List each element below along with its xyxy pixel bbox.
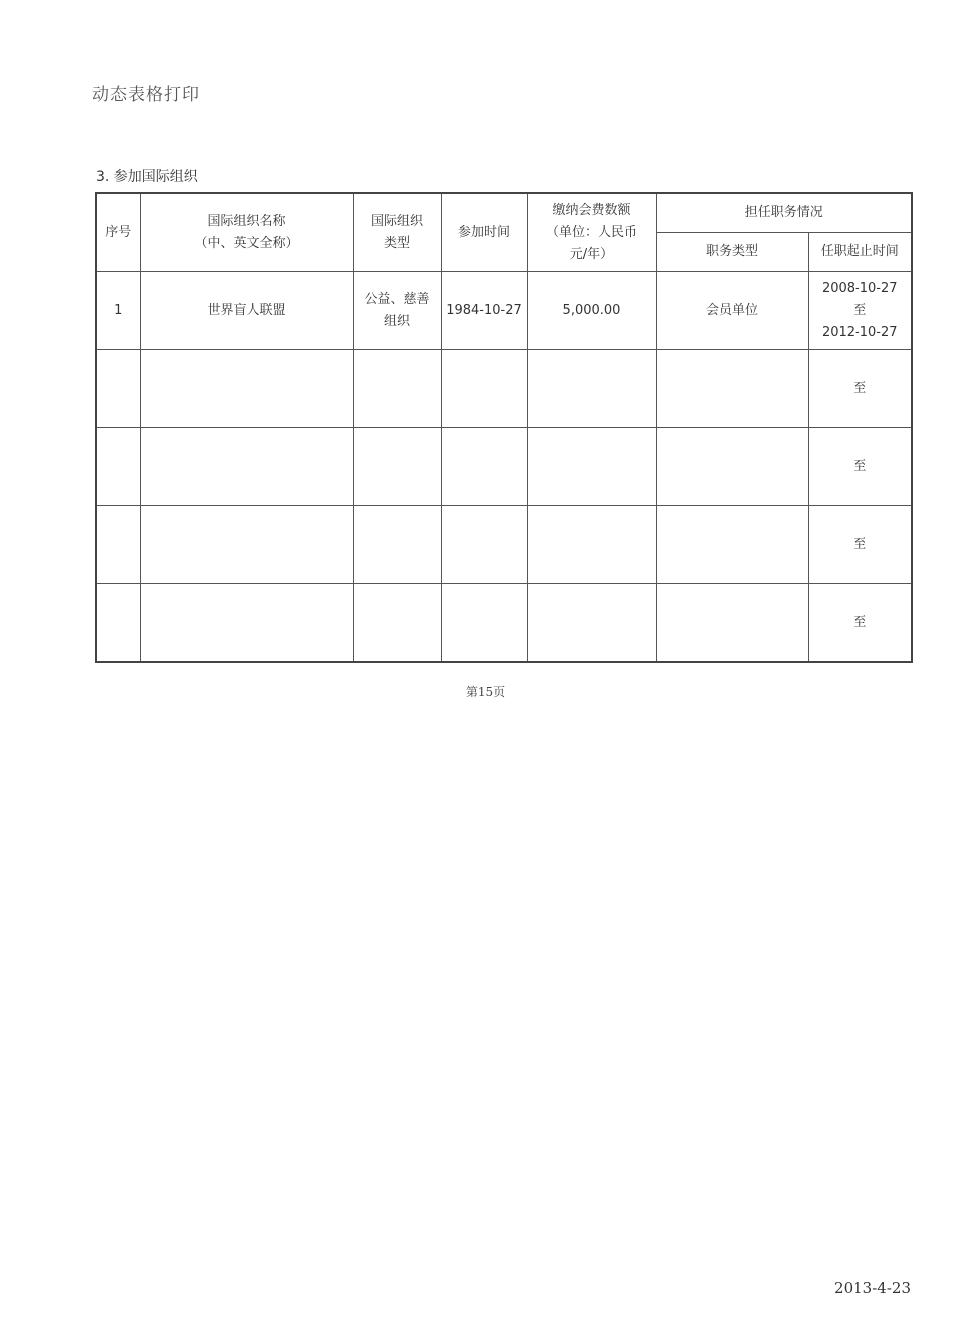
page-header: 动态表格打印 — [92, 85, 200, 105]
col-position-period: 任职起止时间 — [808, 233, 912, 272]
cell-name — [140, 584, 353, 663]
col-type-line2: 类型 — [383, 235, 410, 251]
cell-seq — [96, 350, 140, 428]
section-title: 3. 参加国际组织 — [96, 169, 198, 185]
col-fee-line1: 缴纳会费数额 — [552, 202, 631, 218]
page-number: 第15页 — [465, 685, 506, 699]
table-row — [96, 350, 912, 428]
cell-name — [140, 350, 353, 428]
cell-join-date — [441, 506, 527, 584]
col-join-date: 参加时间 — [441, 193, 527, 272]
cell-type-line1: 公益、慈善 — [364, 291, 430, 307]
table-row — [96, 272, 912, 350]
cell-type — [353, 272, 441, 350]
cell-seq: 1 — [96, 272, 140, 350]
col-fee-line3: 元/年） — [569, 246, 614, 262]
cell-join-date — [441, 350, 527, 428]
col-position-group: 担任职务情况 — [656, 193, 912, 233]
col-seq: 序号 — [96, 193, 140, 272]
table-row — [96, 506, 912, 584]
cell-join-date — [441, 584, 527, 663]
cell-type — [353, 350, 441, 428]
cell-name — [140, 506, 353, 584]
cell-name: 世界盲人联盟 — [140, 272, 353, 350]
cell-fee — [527, 428, 656, 506]
cell-position-type: 会员单位 — [656, 272, 808, 350]
cell-join-date — [441, 428, 527, 506]
col-name-line1: 国际组织名称 — [207, 213, 286, 229]
cell-period-start: 2008-10-27 — [821, 280, 898, 296]
cell-position-type — [656, 584, 808, 663]
cell-seq — [96, 428, 140, 506]
cell-period-sep: 至 — [808, 506, 912, 584]
cell-seq — [96, 506, 140, 584]
col-type-line1: 国际组织 — [370, 213, 423, 229]
col-fee — [527, 193, 656, 272]
cell-fee — [527, 506, 656, 584]
table-row — [96, 428, 912, 506]
col-position-type: 职务类型 — [656, 233, 808, 272]
cell-position-type — [656, 428, 808, 506]
cell-type-line2: 组织 — [383, 313, 410, 329]
cell-fee — [527, 350, 656, 428]
cell-period-sep: 至 — [808, 428, 912, 506]
cell-type — [353, 584, 441, 663]
cell-position-type — [656, 350, 808, 428]
cell-name — [140, 428, 353, 506]
col-name — [140, 193, 353, 272]
cell-period-end: 2012-10-27 — [821, 324, 898, 340]
table-row — [96, 584, 912, 663]
cell-type — [353, 428, 441, 506]
cell-fee — [527, 584, 656, 663]
table-header-row — [96, 193, 912, 233]
cell-join-date: 1984-10-27 — [441, 272, 527, 350]
col-name-line2: （中、英文全称） — [194, 235, 299, 251]
cell-fee: 5,000.00 — [527, 272, 656, 350]
cell-seq — [96, 584, 140, 663]
col-type — [353, 193, 441, 272]
cell-period-sep: 至 — [808, 584, 912, 663]
cell-position-type — [656, 506, 808, 584]
print-date: 2013-4-23 — [834, 1279, 911, 1297]
col-fee-line2: （单位：人民币 — [545, 224, 637, 240]
international-orgs-table — [95, 192, 913, 663]
cell-period — [808, 272, 912, 350]
cell-type — [353, 506, 441, 584]
cell-period-sep: 至 — [808, 350, 912, 428]
cell-period-sep: 至 — [853, 302, 867, 318]
